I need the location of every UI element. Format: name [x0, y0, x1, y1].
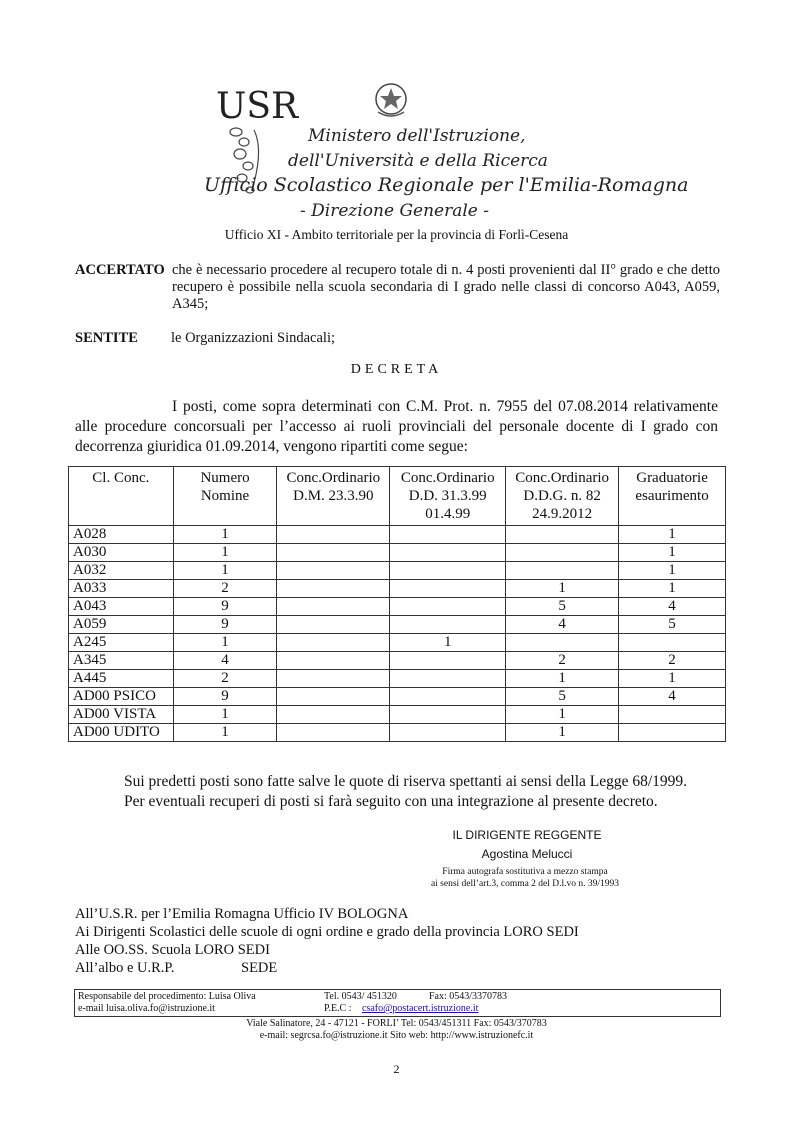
table-cell: 1 — [619, 544, 726, 562]
table-cell: 2 — [173, 670, 277, 688]
table-cell-class: A033 — [69, 580, 174, 598]
table-cell-class: A032 — [69, 562, 174, 580]
table-cell: 1 — [506, 670, 619, 688]
table-cell — [277, 652, 390, 670]
table-cell: 1 — [173, 544, 277, 562]
footer-email: e-mail luisa.oliva.fo@istruzione.it — [78, 1003, 215, 1014]
letterhead-line-regional-office: Ufficio Scolastico Regionale per l'Emilia-Romagna — [204, 174, 689, 196]
accertato-label: ACCERTATO — [75, 262, 165, 278]
table-cell — [277, 526, 390, 544]
table-row — [69, 616, 726, 634]
table-cell: 2 — [173, 580, 277, 598]
table-cell — [506, 562, 619, 580]
page-number: 2 — [393, 1062, 400, 1076]
table-cell: 1 — [173, 724, 277, 742]
table-cell — [277, 634, 390, 652]
table-cell: 2 — [619, 652, 726, 670]
table-cell — [619, 634, 726, 652]
table-cell — [277, 688, 390, 706]
table-row — [69, 598, 726, 616]
table-row — [69, 670, 726, 688]
usr-logo-text: USR — [216, 86, 299, 127]
table-cell — [277, 706, 390, 724]
table-cell-class: A043 — [69, 598, 174, 616]
table-cell: 1 — [390, 634, 506, 652]
table-row — [69, 580, 726, 598]
table-cell: 4 — [619, 598, 726, 616]
table-cell-class: A059 — [69, 616, 174, 634]
table-cell: 9 — [173, 688, 277, 706]
table-cell: 4 — [506, 616, 619, 634]
recipient-unions: Alle OO.SS. Scuola LORO SEDI — [75, 942, 270, 958]
letterhead — [200, 74, 689, 224]
table-row — [69, 562, 726, 580]
header-conc-dd-1999: Conc.Ordinario D.D. 31.3.99 01.4.99 — [390, 467, 506, 526]
table-cell-class: A445 — [69, 670, 174, 688]
table-cell-class: A245 — [69, 634, 174, 652]
header-graduatorie: Graduatorie esaurimento — [619, 467, 726, 526]
table-cell: 4 — [619, 688, 726, 706]
table-cell: 9 — [173, 616, 277, 634]
table-cell: 1 — [173, 706, 277, 724]
table-cell — [277, 580, 390, 598]
table-cell: 5 — [619, 616, 726, 634]
recipient-albo — [75, 959, 278, 977]
table-row — [69, 634, 726, 652]
table-cell: 1 — [619, 670, 726, 688]
recipient-usr: All’U.S.R. per l’Emilia Romagna Ufficio IV BOLOGNA — [75, 906, 409, 922]
note-reserve-quotas: Sui predetti posti sono fatte salve le quote di riserva spettanti ai sensi della Legge 68/1999. — [124, 773, 688, 790]
table-cell: 9 — [173, 598, 277, 616]
accertato-text-first: che è necessario procedere al recupero totale di n. 4 posti provenienti dal II° grado e che — [172, 262, 688, 278]
table-cell — [390, 562, 506, 580]
table-cell: 1 — [619, 562, 726, 580]
table-row — [69, 706, 726, 724]
sentite-label: SENTITE — [75, 330, 138, 346]
table-cell: 1 — [619, 526, 726, 544]
table-cell — [506, 634, 619, 652]
table-cell — [277, 598, 390, 616]
table-cell-class: AD00 PSICO — [69, 688, 174, 706]
signature-name: Agostina Melucci — [481, 847, 573, 861]
table-cell: 1 — [506, 706, 619, 724]
body-paragraph: I posti, come sopra determinati con C.M. Prot. n. 7955 del 07.08.2014 relativamente alle procedure concorsuali per l’accesso ai ruoli provinciali del personale docente di I grado con decorrenza giuridica 01.09.2014, vengono ripartiti come segue: — [75, 398, 718, 455]
letterhead-line-university: dell'Università e della Ricerca — [288, 151, 548, 171]
signature-note-1: Firma autografa sostitutiva a mezzo stampa — [442, 867, 608, 877]
table-cell — [277, 724, 390, 742]
table-cell: 1 — [506, 580, 619, 598]
posts-table — [68, 466, 726, 742]
footer-responsabile: Responsabile del procedimento: Luisa Oliva — [78, 991, 256, 1002]
table-cell — [390, 670, 506, 688]
table-cell — [277, 670, 390, 688]
table-cell — [390, 706, 506, 724]
header-conc-dm-1990: Conc.Ordinario D.M. 23.3.90 — [277, 467, 390, 526]
decreta-heading: DECRETA — [350, 362, 443, 377]
table-row — [69, 724, 726, 742]
table-cell: 5 — [506, 688, 619, 706]
recipient-albo-label: All’albo e U.R.P. — [75, 960, 175, 976]
table-cell — [619, 706, 726, 724]
recipient-dirigenti: Ai Dirigenti Scolastici delle scuole di ogni ordine e grado della provincia LORO SEDI — [75, 924, 579, 940]
note-recovery: Per eventuali recuperi di posti si farà seguito con una integrazione al presente decreto. — [124, 793, 658, 810]
header-cl-conc: Cl. Conc. — [69, 467, 174, 526]
table-cell — [390, 724, 506, 742]
footer-pec-label: P.E.C : — [324, 1003, 352, 1014]
table-cell — [277, 616, 390, 634]
sentite-text: le Organizzazioni Sindacali; — [171, 330, 336, 346]
table-cell-class: A030 — [69, 544, 174, 562]
table-cell — [390, 580, 506, 598]
office-subtitle: Ufficio XI - Ambito territoriale per la provincia di Forlì-Cesena — [224, 227, 569, 242]
table-cell-class: AD00 VISTA — [69, 706, 174, 724]
table-cell — [390, 688, 506, 706]
footer-fax: Fax: 0543/3370783 — [429, 991, 508, 1002]
footer-pec-link[interactable]: csafo@postacert.istruzione.it — [362, 1003, 479, 1014]
recipient-albo-sede: SEDE — [241, 960, 278, 976]
table-cell: 1 — [506, 724, 619, 742]
signature-title: IL DIRIGENTE REGGENTE — [452, 828, 602, 842]
table-row — [69, 652, 726, 670]
footer-web: e-mail: segrcsa.fo@istruzione.it Sito web: http://www.istruzionefc.it — [259, 1030, 534, 1041]
table-cell — [506, 526, 619, 544]
header-conc-ddg-2012: Conc.Ordinario D.D.G. n. 82 24.9.2012 — [506, 467, 619, 526]
table-cell: 1 — [619, 580, 726, 598]
footer-tel: Tel. 0543/ 451320 — [324, 991, 397, 1002]
table-cell: 1 — [173, 634, 277, 652]
footer-address: Viale Salinatore, 24 - 47121 - FORLI’ Tel: 0543/451311 Fax: 0543/370783 — [246, 1018, 547, 1029]
table-cell — [506, 544, 619, 562]
table-cell-class: A028 — [69, 526, 174, 544]
table-row — [69, 544, 726, 562]
table-cell — [619, 724, 726, 742]
accertato-paragraph — [172, 262, 720, 313]
table-cell: 1 — [173, 562, 277, 580]
table-cell: 2 — [506, 652, 619, 670]
letterhead-line-ministry: Ministero dell'Istruzione, — [308, 126, 526, 146]
table-cell — [390, 616, 506, 634]
table-cell — [277, 544, 390, 562]
italian-republic-emblem-icon — [372, 80, 410, 120]
table-row — [69, 688, 726, 706]
table-cell — [277, 562, 390, 580]
table-cell-class: AD00 UDITO — [69, 724, 174, 742]
table-cell: 4 — [173, 652, 277, 670]
table-cell — [390, 526, 506, 544]
footer-contact-box — [74, 989, 721, 1017]
table-cell — [390, 598, 506, 616]
table-cell: 5 — [506, 598, 619, 616]
table-cell — [390, 544, 506, 562]
table-header-row — [69, 467, 726, 526]
accertato-text-rest: detto recupero è possibile nella scuola secondaria di I grado nelle classi di concorso A043, A059, A345; — [172, 262, 720, 312]
table-cell: 1 — [173, 526, 277, 544]
signature-note-2: ai sensi dell’art.3, comma 2 del D.l.vo n. 39/1993 — [430, 879, 620, 889]
table-row — [69, 526, 726, 544]
letterhead-line-direction: - Direzione Generale - — [300, 201, 490, 221]
table-cell-class: A345 — [69, 652, 174, 670]
header-numero-nomine: Numero Nomine — [173, 467, 277, 526]
table-cell — [390, 652, 506, 670]
